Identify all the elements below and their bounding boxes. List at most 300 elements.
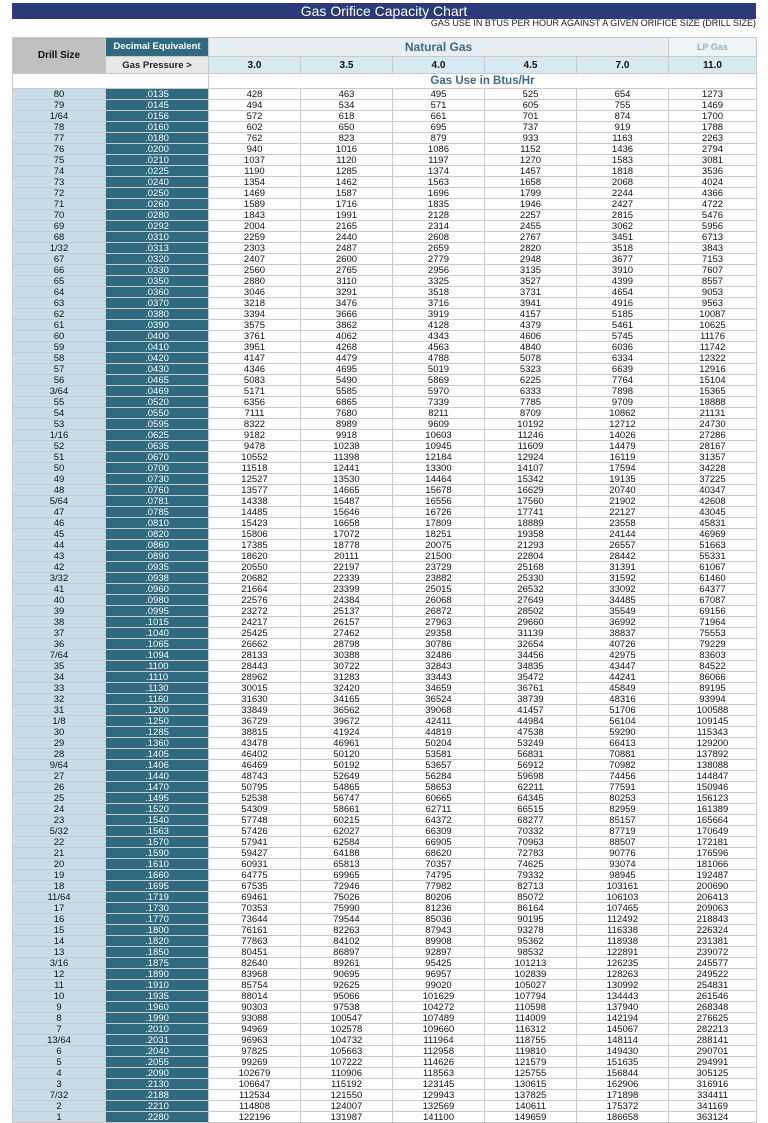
btu-cell: 20111 (301, 551, 393, 562)
btu-cell: 137892 (669, 749, 757, 760)
btu-cell: 19358 (485, 529, 577, 540)
decimal-cell: .0260 (106, 199, 209, 210)
btu-cell: 17385 (209, 540, 301, 551)
btu-cell: 186658 (577, 1112, 669, 1123)
btu-cell: 16629 (485, 485, 577, 496)
drill-size-cell: 53 (13, 419, 106, 430)
btu-cell: 30722 (301, 661, 393, 672)
btu-cell: 80451 (209, 947, 301, 958)
btu-cell: 115192 (301, 1079, 393, 1090)
btu-cell: 21500 (393, 551, 485, 562)
btu-cell: 90695 (301, 969, 393, 980)
btu-cell: 83603 (669, 650, 757, 661)
btu-cell: 22804 (485, 551, 577, 562)
btu-cell: 51706 (577, 705, 669, 716)
btu-cell: 57426 (209, 826, 301, 837)
table-row (13, 595, 757, 606)
btu-cell: 89908 (393, 936, 485, 947)
btu-cell: 42608 (669, 496, 757, 507)
btu-cell: 112492 (577, 914, 669, 925)
table-row (13, 903, 757, 914)
btu-cell: 86897 (301, 947, 393, 958)
table-row (13, 793, 757, 804)
pressure-header: 4.0 (393, 57, 485, 74)
btu-cell: 2303 (209, 243, 301, 254)
btu-cell: 41924 (301, 727, 393, 738)
decimal-cell: .1440 (106, 771, 209, 782)
btu-cell: 24384 (301, 595, 393, 606)
decimal-cell: .1695 (106, 881, 209, 892)
table-row (13, 353, 757, 364)
btu-cell: 21664 (209, 584, 301, 595)
btu-cell: 35549 (577, 606, 669, 617)
decimal-cell: .1890 (106, 969, 209, 980)
table-row (13, 738, 757, 749)
btu-cell: 3451 (577, 232, 669, 243)
btu-cell: 48316 (577, 694, 669, 705)
decimal-cell: .0980 (106, 595, 209, 606)
btu-cell: 17741 (485, 507, 577, 518)
table-row (13, 452, 757, 463)
btu-cell: 95066 (301, 991, 393, 1002)
decimal-cell: .0730 (106, 474, 209, 485)
table-row (13, 892, 757, 903)
btu-cell: 56104 (577, 716, 669, 727)
btu-cell: 2815 (577, 210, 669, 221)
btu-cell: 125755 (485, 1068, 577, 1079)
drill-size-cell: 74 (13, 166, 106, 177)
btu-cell: 463 (301, 89, 393, 100)
drill-size-cell: 8 (13, 1013, 106, 1024)
btu-cell: 26532 (485, 584, 577, 595)
btu-cell: 82959 (577, 804, 669, 815)
btu-cell: 10862 (577, 408, 669, 419)
btu-cell: 2948 (485, 254, 577, 265)
drill-size-cell: 3/16 (13, 958, 106, 969)
btu-cell: 116312 (485, 1024, 577, 1035)
btu-cell: 1563 (393, 177, 485, 188)
btu-cell: 2794 (669, 144, 757, 155)
decimal-cell: .0810 (106, 518, 209, 529)
btu-cell: 44241 (577, 672, 669, 683)
btu-cell: 43478 (209, 738, 301, 749)
btu-cell: 23399 (301, 584, 393, 595)
btu-cell: 50192 (301, 760, 393, 771)
btu-cell: 66905 (393, 837, 485, 848)
btu-cell: 1818 (577, 166, 669, 177)
decimal-cell: .1040 (106, 628, 209, 639)
table-row (13, 496, 757, 507)
btu-cell: 172181 (669, 837, 757, 848)
btu-cell: 2820 (485, 243, 577, 254)
decimal-cell: .0938 (106, 573, 209, 584)
btu-cell: 68620 (393, 848, 485, 859)
btu-cell: 8709 (485, 408, 577, 419)
btu-cell: 341169 (669, 1101, 757, 1112)
btu-cell: 28798 (301, 639, 393, 650)
btu-cell: 11742 (669, 342, 757, 353)
btu-cell: 118563 (393, 1068, 485, 1079)
btu-cell: 74456 (577, 771, 669, 782)
table-row (13, 694, 757, 705)
drill-size-cell: 68 (13, 232, 106, 243)
btu-cell: 2314 (393, 221, 485, 232)
btu-cell: 7764 (577, 375, 669, 386)
drill-size-cell: 13 (13, 947, 106, 958)
decimal-cell: .1910 (106, 980, 209, 991)
btu-cell: 31391 (577, 562, 669, 573)
decimal-cell: .1100 (106, 661, 209, 672)
drill-size-cell: 24 (13, 804, 106, 815)
btu-cell: 2257 (485, 210, 577, 221)
decimal-cell: .0210 (106, 155, 209, 166)
btu-cell: 96957 (393, 969, 485, 980)
btu-cell: 123145 (393, 1079, 485, 1090)
btu-cell: 77863 (209, 936, 301, 947)
decimal-cell: .0250 (106, 188, 209, 199)
btu-cell: 74795 (393, 870, 485, 881)
decimal-cell: .1800 (106, 925, 209, 936)
decimal-cell: .0145 (106, 100, 209, 111)
drill-size-cell: 7/64 (13, 650, 106, 661)
btu-cell: 7785 (485, 397, 577, 408)
btu-cell: 110598 (485, 1002, 577, 1013)
btu-cell: 66515 (485, 804, 577, 815)
decimal-cell: .1065 (106, 639, 209, 650)
btu-cell: 218843 (669, 914, 757, 925)
table-row (13, 562, 757, 573)
btu-cell: 65813 (301, 859, 393, 870)
drill-size-cell: 11 (13, 980, 106, 991)
btu-cell: 10552 (209, 452, 301, 463)
btu-cell: 130992 (577, 980, 669, 991)
drill-size-cell: 4 (13, 1068, 106, 1079)
table-row (13, 936, 757, 947)
btu-cell: 64377 (669, 584, 757, 595)
drill-size-cell: 70 (13, 210, 106, 221)
btu-cell: 30388 (301, 650, 393, 661)
btu-cell: 428 (209, 89, 301, 100)
header-spacer (13, 74, 209, 89)
btu-cell: 2608 (393, 232, 485, 243)
btu-cell: 1374 (393, 166, 485, 177)
btu-cell: 39068 (393, 705, 485, 716)
btu-cell: 25015 (393, 584, 485, 595)
btu-cell: 1946 (485, 199, 577, 210)
decimal-cell: .1770 (106, 914, 209, 925)
btu-cell: 18888 (669, 397, 757, 408)
table-row (13, 837, 757, 848)
btu-cell: 11609 (485, 441, 577, 452)
table-row (13, 749, 757, 760)
decimal-cell: .0890 (106, 551, 209, 562)
btu-cell: 46961 (301, 738, 393, 749)
table-row (13, 540, 757, 551)
btu-cell: 3110 (301, 276, 393, 287)
btu-cell: 571 (393, 100, 485, 111)
btu-cell: 24730 (669, 419, 757, 430)
btu-cell: 7111 (209, 408, 301, 419)
btu-cell: 88014 (209, 991, 301, 1002)
btu-cell: 3761 (209, 331, 301, 342)
btu-cell: 3135 (485, 265, 577, 276)
btu-cell: 131987 (301, 1112, 393, 1123)
btu-cell: 140611 (485, 1101, 577, 1112)
btu-cell: 13300 (393, 463, 485, 474)
btu-cell: 1589 (209, 199, 301, 210)
btu-cell: 2600 (301, 254, 393, 265)
btu-cell: 12322 (669, 353, 757, 364)
drill-size-cell: 32 (13, 694, 106, 705)
btu-cell: 142194 (577, 1013, 669, 1024)
drill-size-cell: 1/8 (13, 716, 106, 727)
btu-cell: 137825 (485, 1090, 577, 1101)
btu-cell: 8989 (301, 419, 393, 430)
decimal-cell: .1160 (106, 694, 209, 705)
btu-cell: 87719 (577, 826, 669, 837)
btu-cell: 37225 (669, 474, 757, 485)
table-row (13, 430, 757, 441)
table-row (13, 1079, 757, 1090)
table-row (13, 1090, 757, 1101)
btu-cell: 3325 (393, 276, 485, 287)
btu-cell: 316916 (669, 1079, 757, 1090)
btu-cell: 44819 (393, 727, 485, 738)
btu-cell: 9053 (669, 287, 757, 298)
btu-cell: 268348 (669, 1002, 757, 1013)
btu-cell: 4343 (393, 331, 485, 342)
decimal-cell: .2010 (106, 1024, 209, 1035)
btu-cell: 102679 (209, 1068, 301, 1079)
btu-cell: 59290 (577, 727, 669, 738)
btu-cell: 762 (209, 133, 301, 144)
decimal-cell: .1610 (106, 859, 209, 870)
drill-size-cell: 43 (13, 551, 106, 562)
drill-size-cell: 51 (13, 452, 106, 463)
btu-cell: 129943 (393, 1090, 485, 1101)
gas-use-header: Gas Use in Btus/Hr (209, 74, 757, 89)
drill-size-cell: 29 (13, 738, 106, 749)
btu-cell: 2455 (485, 221, 577, 232)
btu-cell: 26662 (209, 639, 301, 650)
drill-size-cell: 1/32 (13, 243, 106, 254)
btu-cell: 3291 (301, 287, 393, 298)
btu-cell: 46969 (669, 529, 757, 540)
btu-cell: 112534 (209, 1090, 301, 1101)
drill-size-cell: 1 (13, 1112, 106, 1123)
drill-size-cell: 61 (13, 320, 106, 331)
drill-size-cell: 9 (13, 1002, 106, 1013)
btu-cell: 110906 (301, 1068, 393, 1079)
btu-cell: 206413 (669, 892, 757, 903)
table-row (13, 969, 757, 980)
btu-cell: 79544 (301, 914, 393, 925)
btu-cell: 933 (485, 133, 577, 144)
btu-cell: 75990 (301, 903, 393, 914)
btu-cell: 22127 (577, 507, 669, 518)
decimal-cell: .0420 (106, 353, 209, 364)
table-row (13, 265, 757, 276)
btu-cell: 5171 (209, 386, 301, 397)
btu-cell: 85157 (577, 815, 669, 826)
table-row (13, 100, 757, 111)
decimal-cell: .1570 (106, 837, 209, 848)
btu-cell: 14464 (393, 474, 485, 485)
table-row (13, 661, 757, 672)
btu-cell: 77591 (577, 782, 669, 793)
btu-cell: 18778 (301, 540, 393, 551)
table-row (13, 947, 757, 958)
drill-size-cell: 50 (13, 463, 106, 474)
drill-size-cell: 34 (13, 672, 106, 683)
btu-cell: 96963 (209, 1035, 301, 1046)
decimal-cell: .2055 (106, 1057, 209, 1068)
drill-size-cell: 72 (13, 188, 106, 199)
btu-cell: 1788 (669, 122, 757, 133)
drill-size-cell: 5 (13, 1057, 106, 1068)
btu-cell: 16119 (577, 452, 669, 463)
btu-cell: 16556 (393, 496, 485, 507)
btu-cell: 6333 (485, 386, 577, 397)
btu-cell: 1016 (301, 144, 393, 155)
decimal-cell: .1405 (106, 749, 209, 760)
btu-cell: 254831 (669, 980, 757, 991)
table-row (13, 89, 757, 100)
decimal-cell: .0135 (106, 89, 209, 100)
decimal-cell: .1360 (106, 738, 209, 749)
btu-cell: 823 (301, 133, 393, 144)
drill-size-cell: 37 (13, 628, 106, 639)
btu-cell: 661 (393, 111, 485, 122)
btu-cell: 29660 (485, 617, 577, 628)
table-row (13, 826, 757, 837)
btu-cell: 70982 (577, 760, 669, 771)
table-row (13, 606, 757, 617)
table-row (13, 298, 757, 309)
btu-cell: 1716 (301, 199, 393, 210)
btu-cell: 31630 (209, 694, 301, 705)
btu-cell: 3062 (577, 221, 669, 232)
decimal-cell: .2210 (106, 1101, 209, 1112)
btu-cell: 1120 (301, 155, 393, 166)
table-row (13, 111, 757, 122)
pressure-header: 7.0 (577, 57, 669, 74)
btu-cell: 62027 (301, 826, 393, 837)
btu-cell: 109145 (669, 716, 757, 727)
btu-cell: 4654 (577, 287, 669, 298)
btu-cell: 22576 (209, 595, 301, 606)
table-row (13, 573, 757, 584)
btu-cell: 81236 (393, 903, 485, 914)
btu-cell: 50795 (209, 782, 301, 793)
decimal-cell: .1495 (106, 793, 209, 804)
btu-cell: 15806 (209, 529, 301, 540)
btu-cell: 64188 (301, 848, 393, 859)
btu-cell: 334411 (669, 1090, 757, 1101)
btu-cell: 231381 (669, 936, 757, 947)
btu-cell: 150946 (669, 782, 757, 793)
btu-cell: 4062 (301, 331, 393, 342)
table-body (13, 89, 757, 1123)
btu-cell: 102839 (485, 969, 577, 980)
btu-cell: 165664 (669, 815, 757, 826)
decimal-cell: .0785 (106, 507, 209, 518)
btu-cell: 26557 (577, 540, 669, 551)
btu-cell: 36729 (209, 716, 301, 727)
btu-cell: 34165 (301, 694, 393, 705)
btu-cell: 3843 (669, 243, 757, 254)
btu-cell: 35472 (485, 672, 577, 683)
table-row (13, 991, 757, 1002)
btu-cell: 192487 (669, 870, 757, 881)
btu-cell: 46469 (209, 760, 301, 771)
btu-cell: 1190 (209, 166, 301, 177)
btu-cell: 1270 (485, 155, 577, 166)
btu-cell: 5585 (301, 386, 393, 397)
btu-cell: 11246 (485, 430, 577, 441)
btu-cell: 34485 (577, 595, 669, 606)
btu-cell: 93074 (577, 859, 669, 870)
btu-cell: 1273 (669, 89, 757, 100)
btu-cell: 34659 (393, 683, 485, 694)
btu-cell: 62711 (393, 804, 485, 815)
btu-cell: 105663 (301, 1046, 393, 1057)
btu-cell: 4147 (209, 353, 301, 364)
drill-size-cell: 13/64 (13, 1035, 106, 1046)
btu-cell: 3527 (485, 276, 577, 287)
btu-cell: 602 (209, 122, 301, 133)
btu-cell: 18251 (393, 529, 485, 540)
decimal-cell: .0860 (106, 540, 209, 551)
btu-cell: 7607 (669, 265, 757, 276)
btu-cell: 1469 (669, 100, 757, 111)
btu-cell: 36761 (485, 683, 577, 694)
decimal-cell: .1285 (106, 727, 209, 738)
btu-cell: 73644 (209, 914, 301, 925)
btu-cell: 116338 (577, 925, 669, 936)
btu-cell: 26872 (393, 606, 485, 617)
btu-cell: 21131 (669, 408, 757, 419)
btu-cell: 3518 (577, 243, 669, 254)
btu-cell: 1037 (209, 155, 301, 166)
btu-cell: 650 (301, 122, 393, 133)
btu-cell: 42411 (393, 716, 485, 727)
btu-cell: 43447 (577, 661, 669, 672)
btu-cell: 14485 (209, 507, 301, 518)
btu-cell: 126235 (577, 958, 669, 969)
decimal-cell: .0200 (106, 144, 209, 155)
btu-cell: 17560 (485, 496, 577, 507)
decimal-cell: .0280 (106, 210, 209, 221)
btu-cell: 10603 (393, 430, 485, 441)
btu-cell: 4157 (485, 309, 577, 320)
btu-cell: 55331 (669, 551, 757, 562)
btu-cell: 8211 (393, 408, 485, 419)
btu-cell: 74625 (485, 859, 577, 870)
btu-cell: 6713 (669, 232, 757, 243)
btu-cell: 53249 (485, 738, 577, 749)
table-row (13, 914, 757, 925)
btu-cell: 2165 (301, 221, 393, 232)
btu-cell: 6036 (577, 342, 669, 353)
drill-size-cell: 46 (13, 518, 106, 529)
drill-size-cell: 71 (13, 199, 106, 210)
btu-cell: 2880 (209, 276, 301, 287)
table-row (13, 408, 757, 419)
btu-cell: 288141 (669, 1035, 757, 1046)
btu-cell: 161389 (669, 804, 757, 815)
drill-size-cell: 76 (13, 144, 106, 155)
